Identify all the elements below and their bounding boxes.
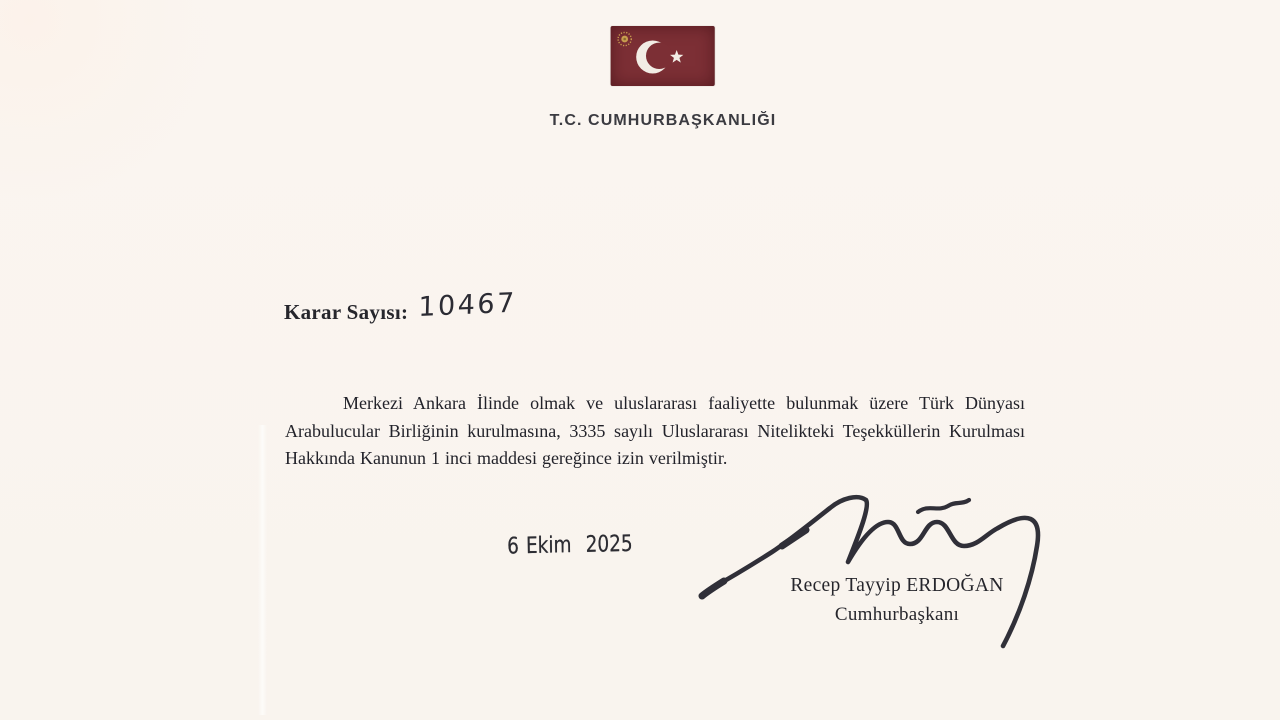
signer-block [757,575,1037,626]
signer-name: Recep Tayyip ERDOĞAN [790,575,1004,596]
letterhead [550,26,777,130]
date-month: Ekim [525,531,572,559]
date-year: 2025 [585,530,633,558]
scan-artifact [258,425,267,715]
decree-number-handwritten: 10467 [418,287,518,324]
turkish-presidential-flag-icon [611,26,715,86]
date-stamp [507,530,633,559]
decree-number-label: Karar Sayısı: [284,300,409,324]
presidential-seal-icon [618,32,631,45]
signer-title: Cumhurbaşkanı [834,604,960,625]
signature-mark [690,470,1060,660]
date-day: 6 [507,532,520,559]
star-icon [670,50,683,63]
org-title: T.C. CUMHURBAŞKANLIĞI [549,112,777,129]
decree-number-line [284,287,518,325]
decree-body-paragraph: Merkezi Ankara İlinde olmak ve uluslararası faaliyette bulunmak üzere Türk Dünyası Arabulucular Birliğinin kurulmasına, 3335 sayılı Uluslararası Nitelikteki Teşekküllerin Kurulması Hakkında Kanunun 1 inci maddesi gereğince izin verilmiştir. [285,393,1025,468]
